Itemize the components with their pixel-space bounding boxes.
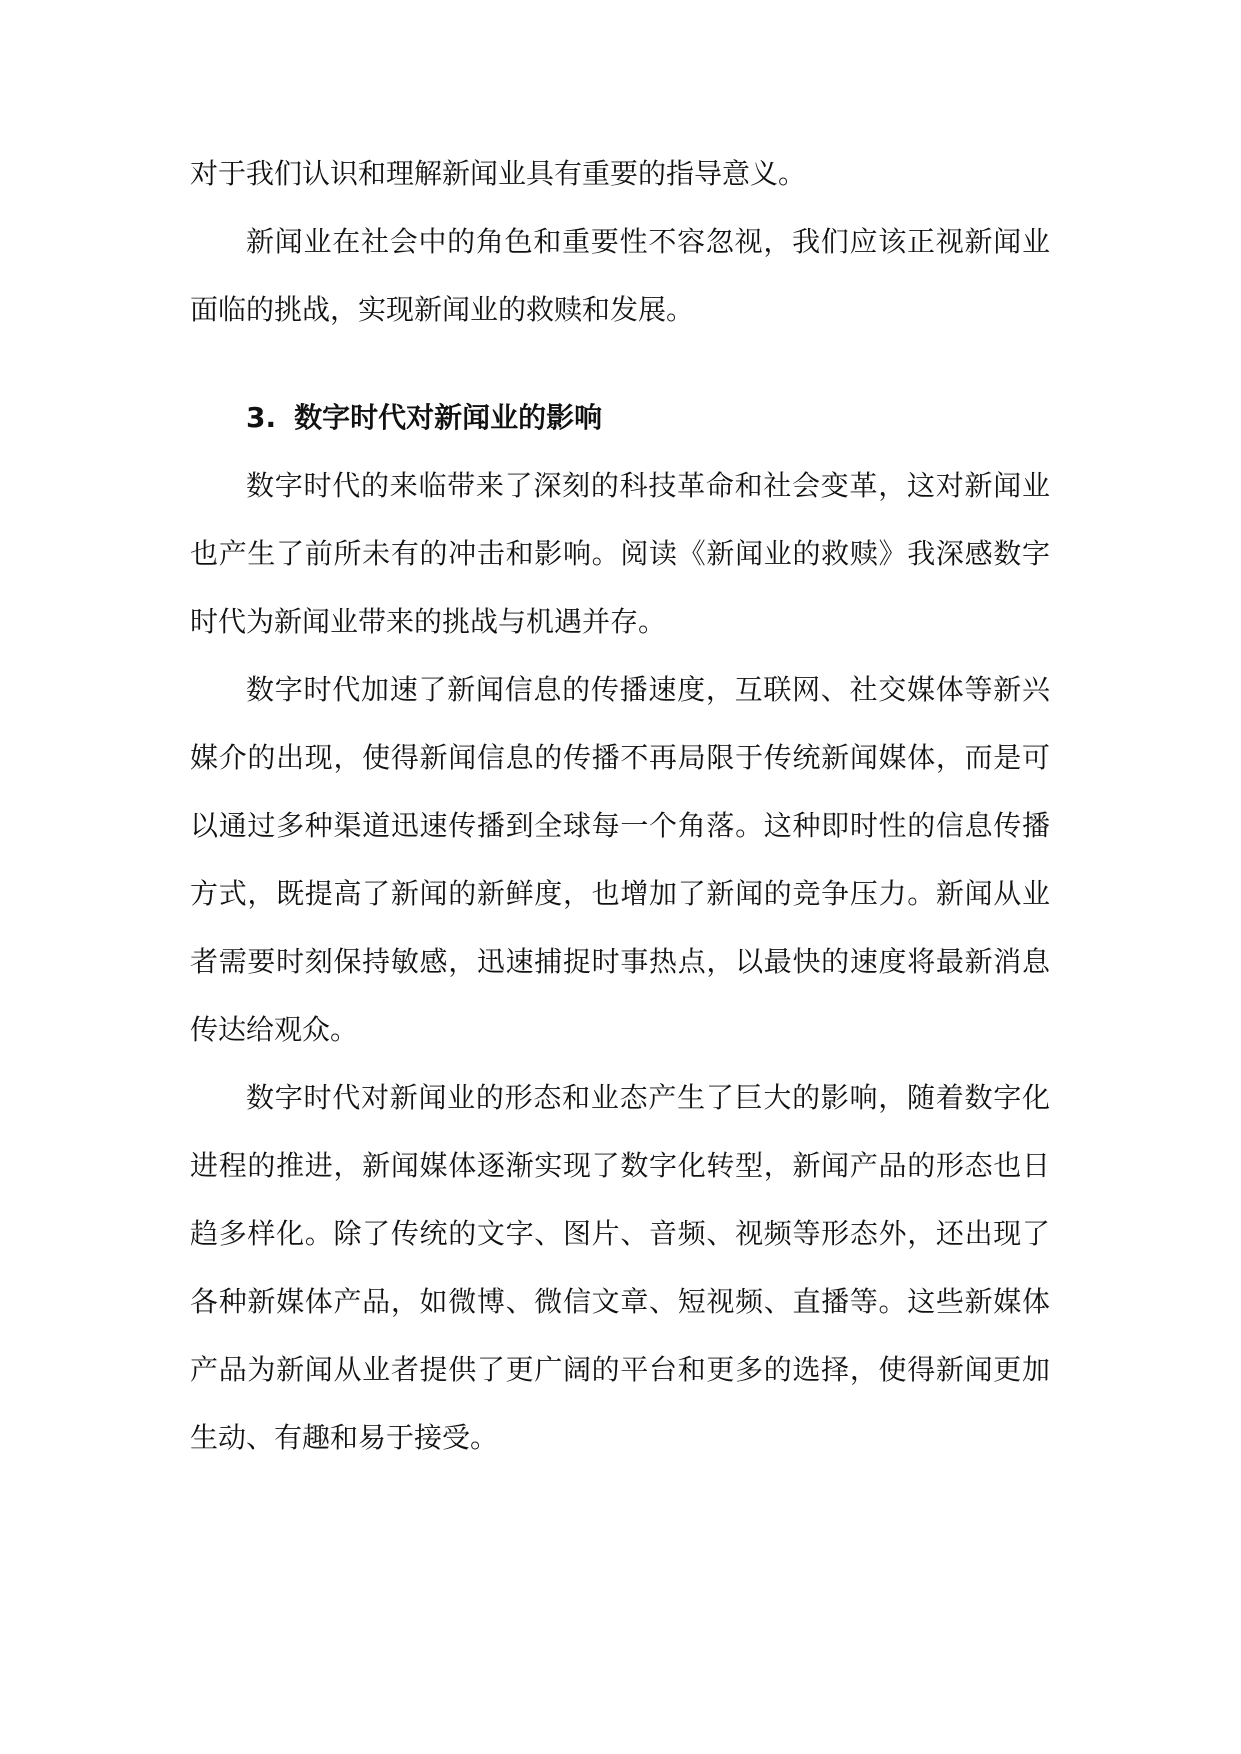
paragraph-line: 新闻业在社会中的角色和重要性不容忽视，我们应该正视新闻业 [246, 225, 1050, 258]
paragraph-line: 以通过多种渠道迅速传播到全球每一个角落。这种即时性的信息传播 [190, 809, 1050, 842]
paragraph-line: 媒介的出现，使得新闻信息的传播不再局限于传统新闻媒体，而是可 [190, 741, 1050, 774]
paragraph-line: 各种新媒体产品，如微博、微信文章、短视频、直播等。这些新媒体 [190, 1285, 1050, 1318]
paragraph-line: 时代为新闻业带来的挑战与机遇并存。 [190, 605, 667, 638]
paragraph-line: 对于我们认识和理解新闻业具有重要的指导意义。 [190, 157, 807, 190]
document-body [190, 140, 1050, 1472]
section-number: 3. [246, 401, 277, 434]
paragraph-line: 者需要时刻保持敏感，迅速捕捉时事热点，以最快的速度将最新消息 [190, 945, 1050, 978]
paragraph-digital-speed [190, 656, 1050, 1064]
section-heading [190, 384, 1050, 452]
paragraph-line: 面临的挑战，实现新闻业的救赎和发展。 [190, 293, 695, 326]
paragraph-line: 数字时代的来临带来了深刻的科技革命和社会变革，这对新闻业 [246, 469, 1050, 502]
paragraph-line: 传达给观众。 [190, 1013, 359, 1046]
section-spacer [190, 344, 1050, 384]
paragraph-continuation [190, 140, 1050, 208]
paragraph-line: 进程的推进，新闻媒体逐渐实现了数字化转型，新闻产品的形态也日 [190, 1149, 1050, 1182]
paragraph-journalism-role [190, 208, 1050, 344]
paragraph-line: 产品为新闻从业者提供了更广阔的平台和更多的选择，使得新闻更加 [190, 1353, 1050, 1386]
paragraph-digital-intro [190, 452, 1050, 656]
paragraph-line: 也产生了前所未有的冲击和影响。阅读《新闻业的救赎》我深感数字 [190, 537, 1050, 570]
paragraph-line: 方式，既提高了新闻的新鲜度，也增加了新闻的竞争压力。新闻从业 [190, 877, 1050, 910]
paragraph-line: 数字时代加速了新闻信息的传播速度，互联网、社交媒体等新兴 [246, 673, 1050, 706]
section-title: 数字时代对新闻业的影响 [294, 401, 603, 434]
paragraph-line: 数字时代对新闻业的形态和业态产生了巨大的影响，随着数字化 [246, 1081, 1050, 1114]
paragraph-digital-forms [190, 1064, 1050, 1472]
paragraph-line: 生动、有趣和易于接受。 [190, 1421, 499, 1454]
paragraph-line: 趋多样化。除了传统的文字、图片、音频、视频等形态外，还出现了 [190, 1217, 1050, 1250]
